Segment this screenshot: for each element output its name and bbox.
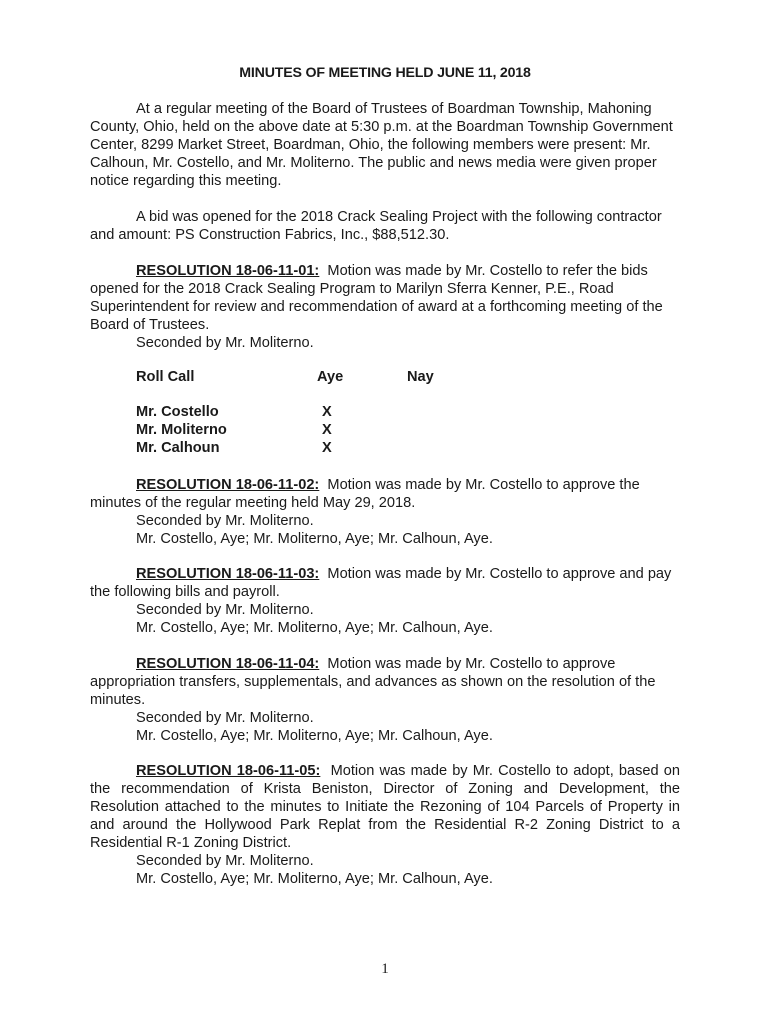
resolution-text: Motion was made by Mr. Costello to approve and pay the following bills and payroll. [90, 566, 672, 600]
document-title: MINUTES OF MEETING HELD JUNE 11, 2018 [239, 65, 531, 81]
vote-line: Mr. Costello, Aye; Mr. Moliterno, Aye; Mr. Calhoun, Aye. [136, 728, 493, 744]
bid-paragraph: A bid was opened for the 2018 Crack Sealing Project with the following contractor and amount: PS Construction Fabrics, Inc., $88,512.30. [90, 209, 662, 243]
resolution-01 [90, 262, 680, 352]
resolution-text: Motion was made by Mr. Costello to adopt, based on the recommendation of Krista Beniston, Director of Zoning and Development, the Resolution attached to the minutes to Initiate the Rezoning of 104 Parcels of Property in and around the Hollywood Park Replat from the Residential R-2 Zoning District to a Residential R-1 Zoning District. [90, 763, 681, 851]
roll-call-header [136, 368, 536, 386]
resolution-03 [90, 565, 680, 637]
resolution-02 [90, 476, 680, 548]
seconded-line: Seconded by Mr. Moliterno. [136, 710, 314, 726]
seconded-line: Seconded by Mr. Moliterno. [136, 853, 314, 869]
resolution-label: RESOLUTION 18-06-11-05: [136, 763, 321, 779]
resolution-text: Motion was made by Mr. Costello to approve the minutes of the regular meeting held May 29, 2018. [90, 477, 640, 511]
intro-paragraph: At a regular meeting of the Board of Trustees of Boardman Township, Mahoning County, Ohio, held on the above date at 5:30 p.m. at the Boardman Township Government Center, 8299 Market Street, Boardman, Ohio, the following members were present: Mr. Calhoun, Mr. Costello, and Mr. Moliterno. The public and news media were given proper notice regarding this meeting. [90, 101, 673, 189]
resolution-04 [90, 655, 680, 745]
resolution-label: RESOLUTION 18-06-11-02: [136, 477, 320, 493]
resolution-label: RESOLUTION 18-06-11-01: [136, 263, 320, 279]
vote-line: Mr. Costello, Aye; Mr. Moliterno, Aye; Mr. Calhoun, Aye. [136, 620, 493, 636]
roll-call-table [136, 368, 536, 457]
roll-call-header-aye: Aye [317, 369, 344, 385]
roll-call-header-name: Roll Call [136, 369, 195, 385]
resolution-text: Motion was made by Mr. Costello to approve appropriation transfers, supplementals, and advances as shown on the resolution of the minutes. [90, 656, 656, 708]
seconded-line: Seconded by Mr. Moliterno. [136, 602, 314, 618]
resolution-05 [90, 762, 680, 888]
roll-call-row: Mr. Moliterno X [136, 422, 332, 438]
vote-line: Mr. Costello, Aye; Mr. Moliterno, Aye; Mr. Calhoun, Aye. [136, 871, 493, 887]
seconded-line: Seconded by Mr. Moliterno. [136, 513, 314, 529]
seconded-line: Seconded by Mr. Moliterno. [136, 335, 314, 351]
resolution-label: RESOLUTION 18-06-11-04: [136, 656, 320, 672]
roll-call-row: Mr. Costello X [136, 404, 332, 420]
page-number: 1 [381, 961, 389, 977]
roll-call-row: Mr. Calhoun X [136, 440, 332, 456]
resolution-label: RESOLUTION 18-06-11-03: [136, 566, 320, 582]
resolution-text: Motion was made by Mr. Costello to refer the bids opened for the 2018 Crack Sealing Program to Marilyn Sferra Kenner, P.E., Road Superintendent for review and recommendation of award at a forthcoming meeting of the Board of Trustees. [90, 263, 663, 333]
vote-line: Mr. Costello, Aye; Mr. Moliterno, Aye; Mr. Calhoun, Aye. [136, 531, 493, 547]
roll-call-header-nay: Nay [407, 369, 434, 385]
